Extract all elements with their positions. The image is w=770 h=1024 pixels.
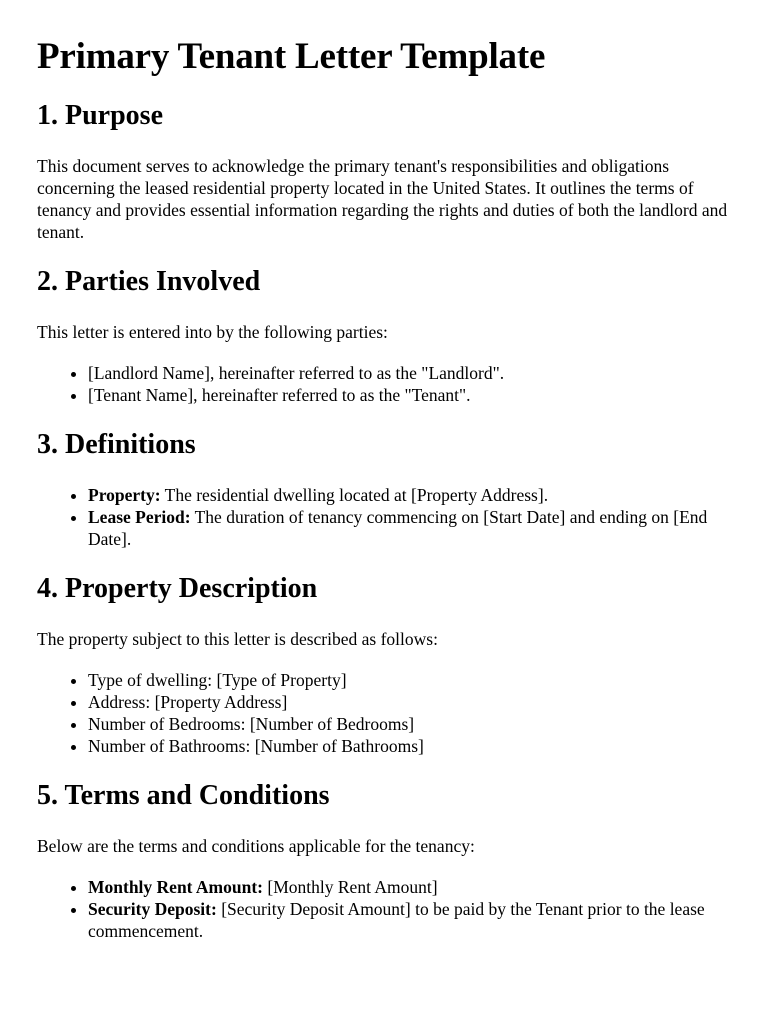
parties-list — [37, 362, 734, 406]
section-heading-definitions: 3. Definitions — [37, 429, 196, 460]
list-item: • Type of dwelling: [Type of Property] — [88, 669, 734, 691]
list-item — [88, 898, 734, 942]
term-text: [Security Deposit Amount] to be paid by the Tenant prior to the lease commencement. — [88, 899, 705, 941]
section-heading-parties: 2. Parties Involved — [37, 266, 261, 297]
list-item — [88, 484, 734, 506]
list-item: • Address: [Property Address] — [88, 691, 734, 713]
term-label: Security Deposit: — [88, 899, 217, 919]
definitions-list — [37, 484, 734, 550]
list-item — [88, 876, 734, 898]
term-label: Monthly Rent Amount: — [88, 877, 264, 897]
list-item — [88, 506, 734, 550]
definition-term: Property: — [88, 485, 161, 505]
property-intro: The property subject to this letter is described as follows: — [37, 629, 438, 649]
section-heading-purpose: 1. Purpose — [37, 100, 163, 131]
list-item: • [Tenant Name], hereinafter referred to as the "Tenant". — [88, 384, 734, 406]
list-item: • [Landlord Name], hereinafter referred to as the "Landlord". — [88, 362, 734, 384]
definition-text: The residential dwelling located at [Property Address]. — [160, 485, 549, 505]
property-list — [37, 669, 734, 757]
section-heading-property: 4. Property Description — [37, 573, 318, 604]
term-text: [Monthly Rent Amount] — [263, 877, 438, 897]
parties-intro: This letter is entered into by the following parties: — [37, 322, 388, 342]
definition-term: Lease Period: — [88, 507, 191, 527]
list-item: • Number of Bedrooms: [Number of Bedrooms] — [88, 713, 734, 735]
definition-text: The duration of tenancy commencing on [Start Date] and ending on [End Date]. — [88, 507, 708, 549]
page-title: Primary Tenant Letter Template — [37, 36, 546, 77]
section-heading-terms: 5. Terms and Conditions — [37, 780, 330, 811]
list-item: • Number of Bathrooms: [Number of Bathrooms] — [88, 735, 734, 757]
terms-list — [37, 876, 734, 942]
purpose-paragraph: This document serves to acknowledge the primary tenant's responsibilities and obligations concerning the leased residential property located in the United States. It outlines the terms of tenancy and provides essential information regarding the rights and duties of both the landlord and tenant. — [37, 156, 728, 242]
terms-intro: Below are the terms and conditions applicable for the tenancy: — [37, 836, 475, 856]
